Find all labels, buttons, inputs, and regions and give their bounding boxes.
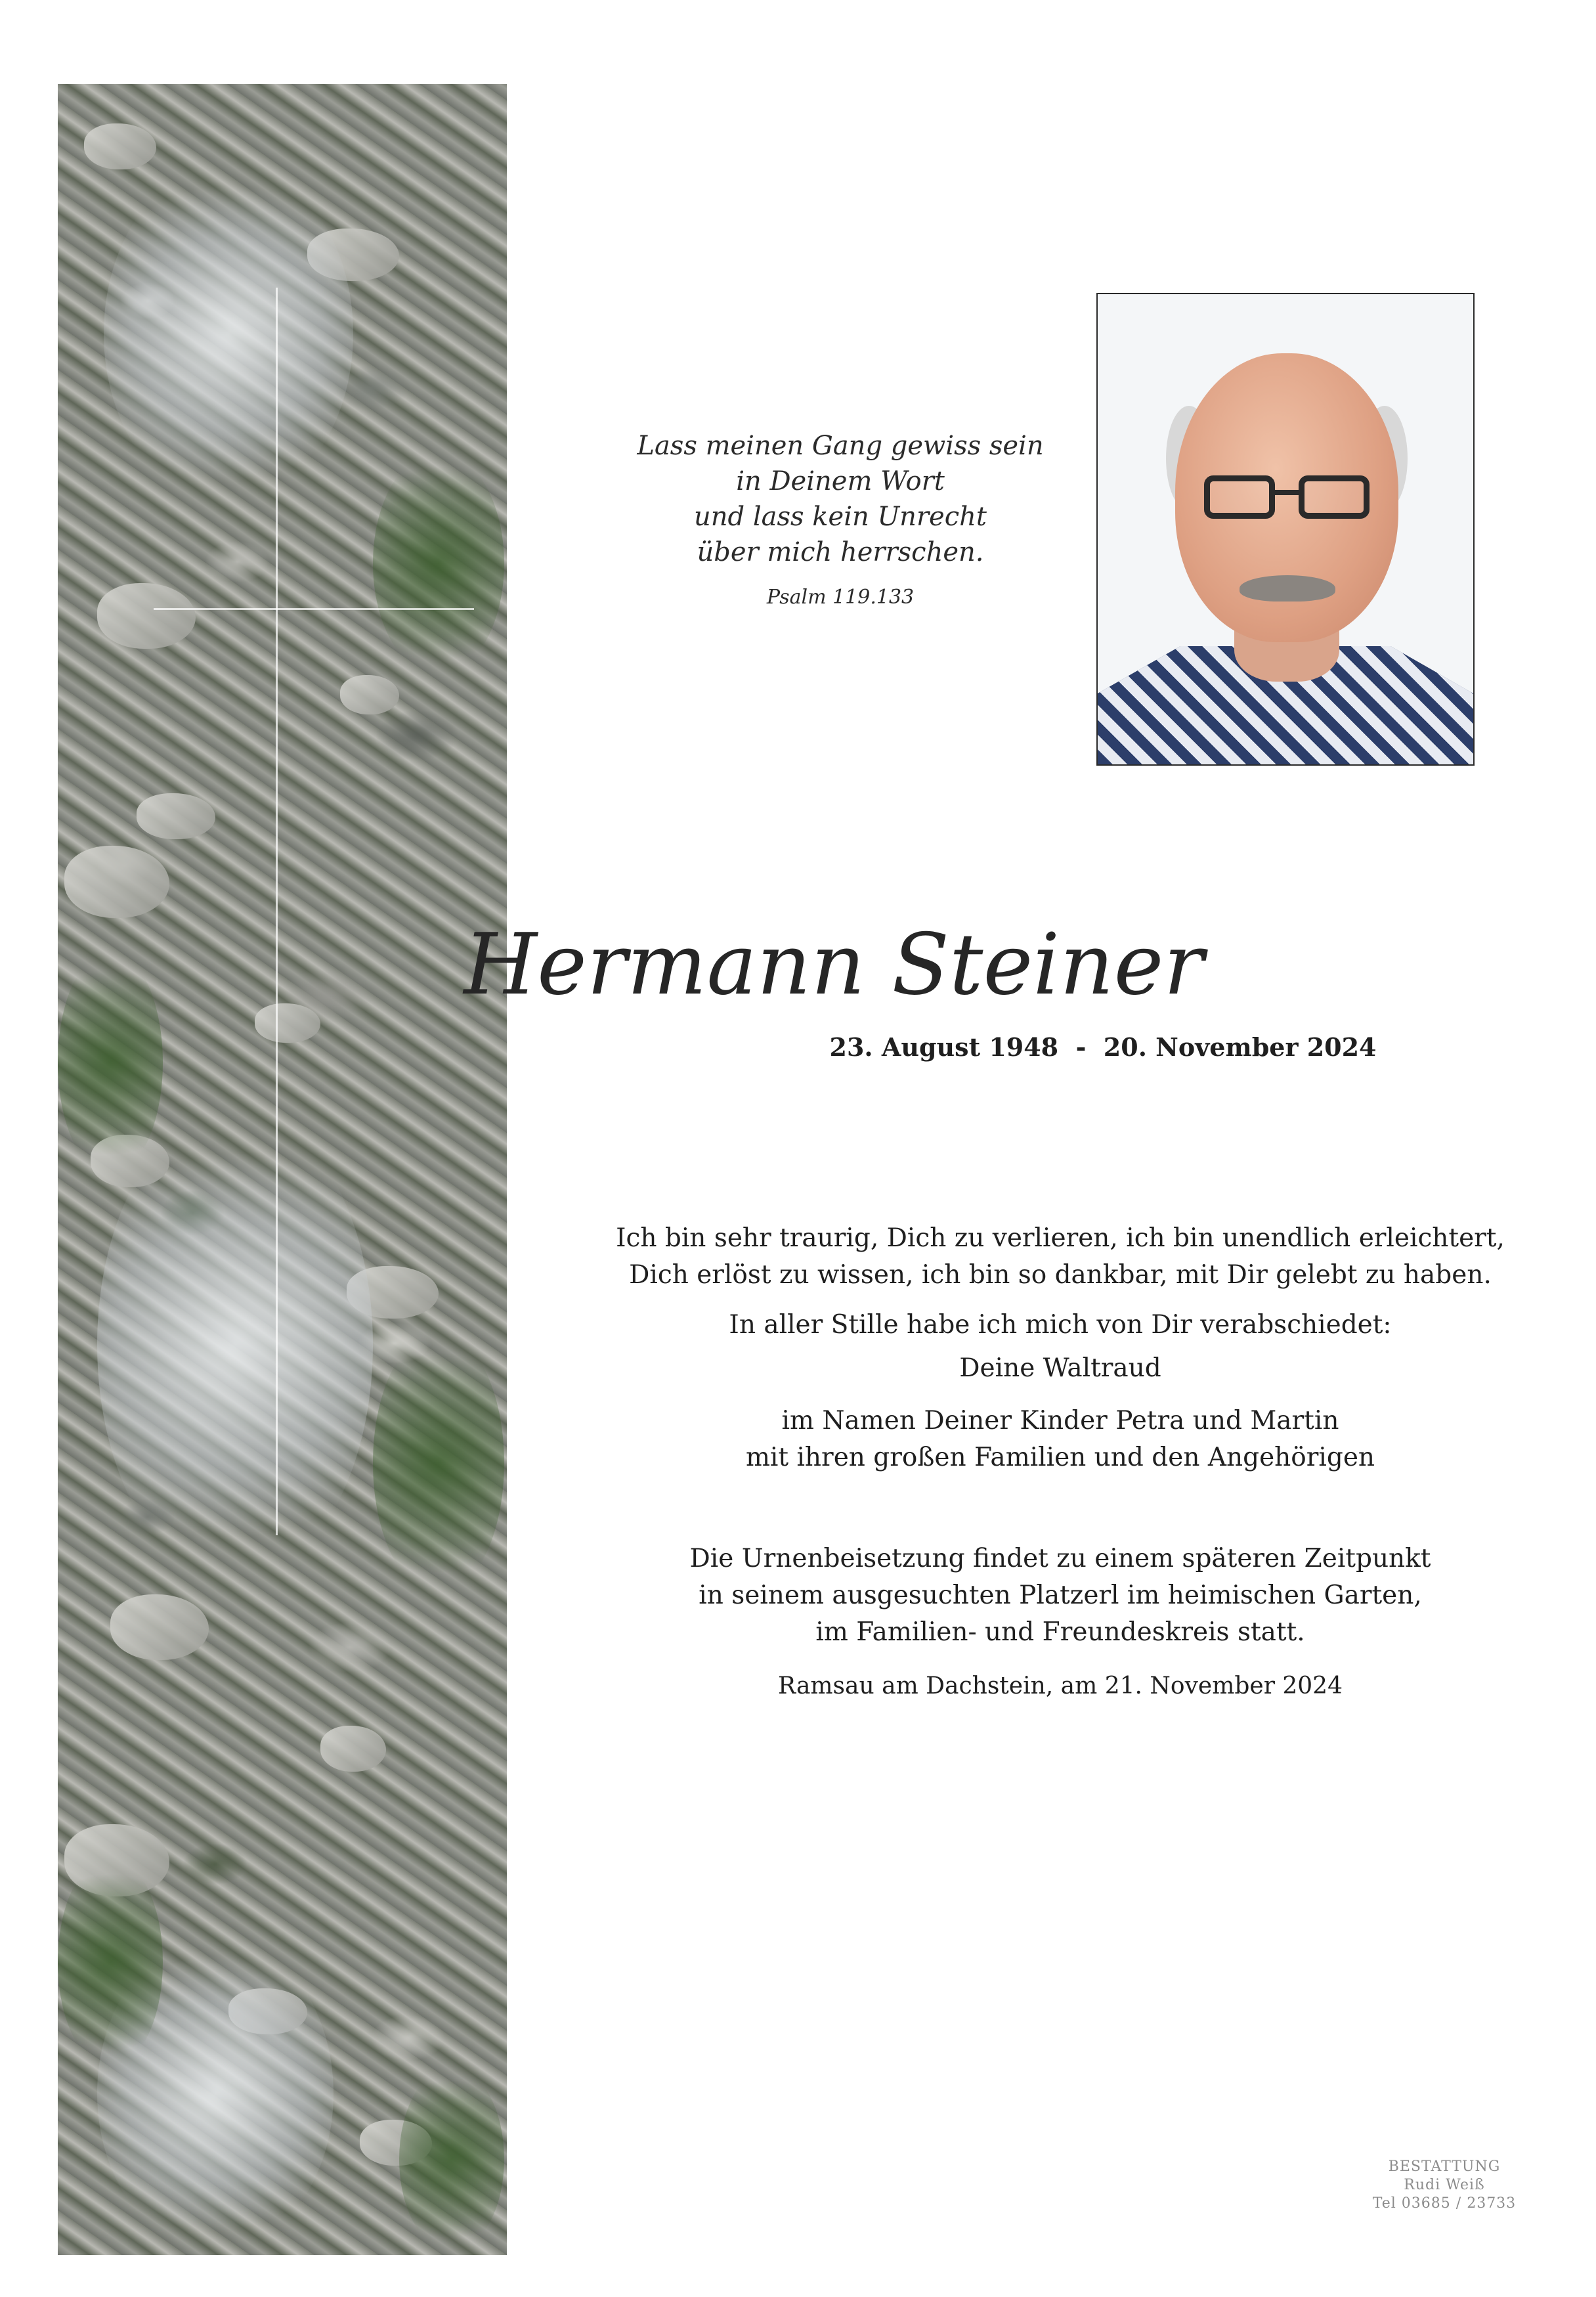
signature-name: Deine Waltraud <box>959 1353 1161 1383</box>
burial-line-2: in seinem ausgesuchten Platzerl im heimischen Garten, <box>699 1581 1422 1610</box>
undertaker-line-2: Rudi Weiß <box>1404 2177 1485 2193</box>
undertaker-stamp <box>1320 2158 1569 2213</box>
message-line-5: im Namen Deiner Kinder Petra und Martin <box>781 1406 1339 1435</box>
cross-horizontal-bar <box>154 608 474 610</box>
quote-line-2: in Deinem Wort <box>736 466 945 496</box>
life-dates: 23. August 1948 - 20. November 2024 <box>829 1032 1377 1062</box>
quote-line-4: über mich herrschen. <box>697 537 984 567</box>
glasses-icon <box>1204 475 1370 523</box>
message-line-3: In aller Stille habe ich mich von Dir verabschiedet: <box>729 1310 1392 1340</box>
quote-line-3: und lass kein Unrecht <box>694 502 987 532</box>
burial-line-1: Die Urnenbeisetzung findet zu einem späteren Zeitpunkt <box>689 1544 1431 1573</box>
cross-vertical-bar <box>276 288 278 1535</box>
place-and-date: Ramsau am Dachstein, am 21. November 2024 <box>778 1673 1343 1699</box>
decorative-stone-garden-image <box>58 84 507 2255</box>
message-line-6: mit ihren großen Familien und den Angehörigen <box>745 1443 1375 1472</box>
undertaker-line-3: Tel 03685 / 23733 <box>1372 2195 1517 2212</box>
deceased-name: Hermann Steiner <box>464 916 1204 1014</box>
quote-line-1: Lass meinen Gang gewiss sein <box>637 431 1044 461</box>
quote-source: Psalm 119.133 <box>766 586 915 609</box>
burial-line-3: im Familien- und Freundeskreis statt. <box>815 1617 1305 1647</box>
message-line-1: Ich bin sehr traurig, Dich zu verlieren, ich bin unendlich erleichtert, <box>616 1223 1505 1253</box>
portrait-photo <box>1096 293 1475 766</box>
undertaker-line-1: BESTATTUNG <box>1388 2158 1501 2175</box>
message-line-2: Dich erlöst zu wissen, ich bin so dankbar, mit Dir gelebt zu haben. <box>629 1260 1492 1290</box>
